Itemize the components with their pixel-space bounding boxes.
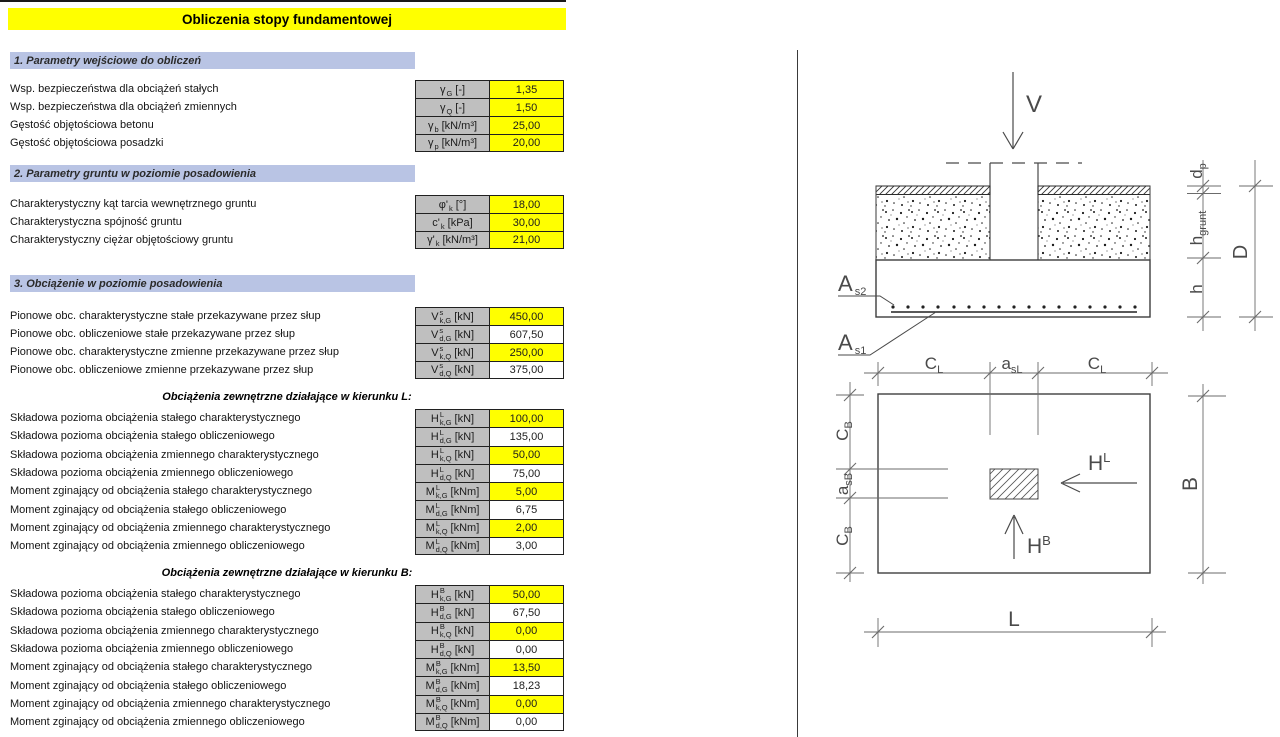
value-cell[interactable]: 50,00 [489,585,564,603]
value-cell[interactable]: 135,00 [489,427,564,445]
symbol-cell: V s k,Q [kN] [415,343,490,361]
table-row [10,622,564,640]
table-row [10,537,564,555]
row-label: Składowa pozioma obciążenia stałego obliczeniowego [10,430,275,443]
symbol-cell: H L k,G [kN] [415,409,490,427]
table-row [10,307,564,325]
row-label: Składowa pozioma obciążenia stałego charakterystycznego [10,412,301,425]
table-row [10,464,564,482]
row-label: Gęstość objętościowa betonu [10,119,154,131]
value-cell[interactable]: 75,00 [489,464,564,482]
symbol-cell: H L k,Q [kN] [415,446,490,464]
value-cell[interactable]: 1,35 [489,80,564,98]
row-label: Moment zginający od obciążenia stałego charakterystycznego [10,485,313,498]
v-load-label: V [1026,91,1043,118]
page-title: Obliczenia stopy fundamentowej [8,8,566,30]
row-label: Pionowe obc. charakterystyczne stałe przekazywane przez słup [10,310,321,322]
dim-cl-left-label: $C_L$ [924,354,944,376]
table-row [10,446,564,464]
plan-dimension-lines [836,362,1226,647]
table-row [10,640,564,658]
table-row [10,713,564,731]
value-cell[interactable]: 450,00 [489,307,564,325]
dim-hgrunt-label: $h_{grunt}$ [1187,210,1209,246]
footing-drawing [797,0,1280,737]
value-cell[interactable]: 100,00 [489,409,564,427]
table-row [10,231,564,249]
table-row [10,427,564,445]
symbol-cell: H B d,Q [kN] [415,640,490,658]
loads-B-subheader: Obciążenia zewnętrzne działające w kierunku B: [161,567,413,579]
symbol-cell: H B k,Q [kN] [415,622,490,640]
dim-cl-right-label: $C_L$ [1087,354,1107,376]
value-cell[interactable]: 18,00 [489,195,564,213]
row-label: Moment zginający od obciążenia zmiennego obliczeniowego [10,716,305,729]
section-3-table [10,307,564,379]
row-label: Charakterystyczny ciężar objętościowy gruntu [10,234,234,246]
symbol-cell: φ' k [°] [415,195,490,213]
value-cell[interactable]: 30,00 [489,213,564,231]
symbol-cell: H L d,Q [kN] [415,464,490,482]
row-label: Moment zginający od obciążenia stałego obliczeniowego [10,503,287,516]
value-cell[interactable]: 21,00 [489,231,564,249]
table-row [10,325,564,343]
symbol-cell: γ Q [-] [415,98,490,116]
as1-leader-line [838,312,936,355]
section-header-1: 1. Parametry wejściowe do obliczeń [10,52,415,69]
dim-dp-label: $d_p$ [1187,163,1209,179]
row-label: Moment zginający od obciążenia zmiennego obliczeniowego [10,540,305,553]
table-row [10,482,564,500]
table-row [10,676,564,694]
value-cell[interactable]: 250,00 [489,343,564,361]
symbol-cell: γ G [-] [415,80,490,98]
hb-force-label: $H^B$ [1027,533,1051,558]
table-row [10,603,564,621]
symbol-cell: V s d,G [kN] [415,325,490,343]
value-cell[interactable]: 50,00 [489,446,564,464]
value-cell[interactable]: 20,00 [489,134,564,152]
section-1-table [10,80,564,152]
row-label: Składowa pozioma obciążenia stałego obliczeniowego [10,606,275,619]
dim-L-label: L [1008,608,1020,631]
row-label: Składowa pozioma obciążenia zmiennego charakterystycznego [10,624,319,637]
value-cell[interactable]: 0,00 [489,640,564,658]
row-label: Gęstość objętościowa posadzki [10,137,164,149]
value-cell[interactable]: 0,00 [489,695,564,713]
symbol-cell: V s d,Q [kN] [415,361,490,379]
value-cell[interactable]: 18,23 [489,676,564,694]
hl-force-label: $H^L$ [1088,450,1111,475]
symbol-cell: M L k,Q [kNm] [415,519,490,537]
as2-label: As2 [838,271,867,298]
section-header-2: 2. Parametry gruntu w poziomie posadowienia [10,165,415,182]
dim-B-label: B [1179,476,1202,492]
hl-force-arrow [1061,474,1137,492]
value-cell[interactable]: 1,50 [489,98,564,116]
row-label: Moment zginający od obciążenia zmiennego charakterystycznego [10,521,331,534]
symbol-cell: M B d,Q [kNm] [415,713,490,731]
row-label: Składowa pozioma obciążenia zmiennego charakterystycznego [10,448,319,461]
row-label: Charakterystyczna spójność gruntu [10,216,182,228]
row-label: Składowa pozioma obciążenia zmiennego obliczeniowego [10,467,294,480]
value-cell[interactable]: 13,50 [489,658,564,676]
row-label: Moment zginający od obciążenia stałego obliczeniowego [10,679,287,692]
table-row [10,134,564,152]
dim-asl-label: $a_{sL}$ [1001,354,1023,376]
loads-B-table [10,585,564,731]
table-row [10,80,564,98]
symbol-cell: H L d,G [kN] [415,427,490,445]
row-label: Pionowe obc. obliczeniowe zmienne przekazywane przez słup [10,364,314,376]
table-row [10,213,564,231]
row-label: Charakterystyczny kąt tarcia wewnętrznego gruntu [10,198,257,210]
symbol-cell: M L d,G [kNm] [415,500,490,518]
hb-force-arrow [1005,515,1023,559]
plan-view [833,354,1226,647]
table-row [10,361,564,379]
value-cell[interactable]: 375,00 [489,361,564,379]
table-row [10,585,564,603]
symbol-cell: H B k,G [kN] [415,585,490,603]
value-cell[interactable]: 0,00 [489,713,564,731]
row-label: Pionowe obc. charakterystyczne zmienne przekazywane przez słup [10,346,339,358]
table-row [10,695,564,713]
symbol-cell: c' k [kPa] [415,213,490,231]
symbol-cell: M L k,G [kNm] [415,482,490,500]
symbol-cell: M B k,Q [kNm] [415,695,490,713]
value-cell[interactable]: 607,50 [489,325,564,343]
symbol-cell: γ p [kN/m³] [415,134,490,152]
row-label: Moment zginający od obciążenia zmiennego charakterystycznego [10,697,331,710]
cross-section-view [838,72,1273,357]
floor-slab-hatch [876,186,1150,195]
value-cell[interactable]: 67,50 [489,603,564,621]
dim-cb-bottom-label: $C_B$ [833,526,855,546]
symbol-cell: γ b [kN/m³] [415,116,490,134]
symbol-cell: H B d,G [kN] [415,603,490,621]
table-row [10,98,564,116]
row-label: Składowa pozioma obciążenia zmiennego obliczeniowego [10,643,294,656]
table-row [10,195,564,213]
value-cell[interactable]: 2,00 [489,519,564,537]
table-row [10,519,564,537]
dim-D-label: D [1230,244,1252,260]
value-cell[interactable]: 0,00 [489,622,564,640]
table-row [10,343,564,361]
section-2-table [10,195,564,249]
backfill-stipple [876,186,1150,260]
column-plan-hatched [990,469,1038,499]
section-header-3: 3. Obciążenie w poziomie posadowienia [10,275,415,292]
value-cell[interactable]: 5,00 [489,482,564,500]
dim-h-label: h [1187,284,1206,294]
row-label: Moment zginający od obciążenia stałego charakterystycznego [10,661,313,674]
row-label: Pionowe obc. obliczeniowe stałe przekazywane przez słup [10,328,295,340]
value-cell[interactable]: 3,00 [489,537,564,555]
dim-asb-label: $a_{sB}$ [833,472,855,496]
row-label: Wsp. bezpieczeństwa dla obciążeń stałych [10,83,219,95]
value-cell[interactable]: 6,75 [489,500,564,518]
symbol-cell: V s k,G [kN] [415,307,490,325]
symbol-cell: M L d,Q [kNm] [415,537,490,555]
value-cell[interactable]: 25,00 [489,116,564,134]
row-label: Składowa pozioma obciążenia stałego charakterystycznego [10,588,301,601]
vertical-load-arrow [1003,72,1023,149]
table-row [10,658,564,676]
page-top-rule [0,0,566,2]
dim-cb-top-label: $C_B$ [833,421,855,441]
footing-outline [876,260,1150,317]
as1-label: As1 [838,330,867,357]
symbol-cell: γ' k [kN/m³] [415,231,490,249]
loads-L-subheader: Obciążenia zewnętrzne działające w kierunku L: [162,391,412,403]
table-row [10,500,564,518]
row-label: Wsp. bezpieczeństwa dla obciążeń zmiennych [10,101,237,113]
symbol-cell: M B d,G [kNm] [415,676,490,694]
table-row [10,116,564,134]
loads-L-table [10,409,564,555]
symbol-cell: M B k,G [kNm] [415,658,490,676]
table-row [10,409,564,427]
